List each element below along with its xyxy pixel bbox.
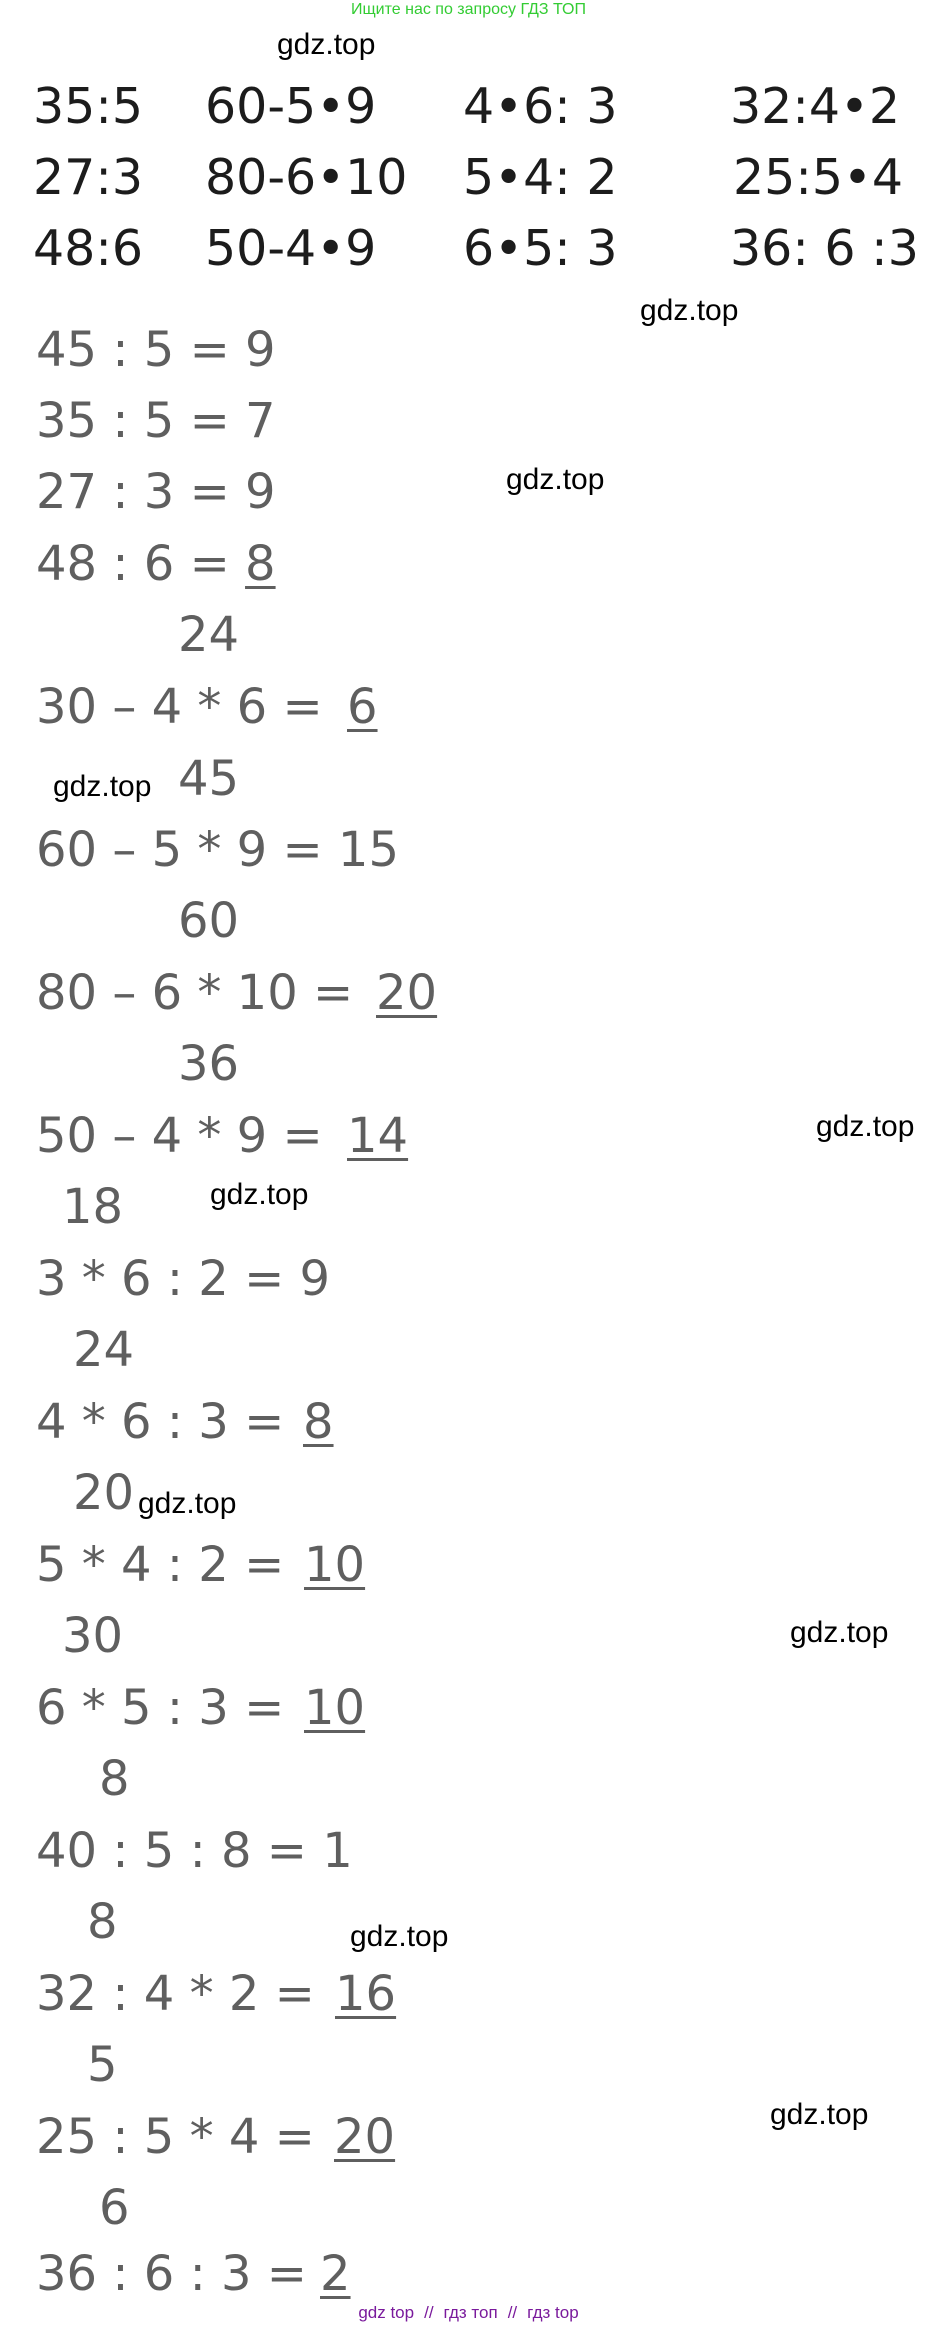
- intermediate-value: 60: [178, 893, 240, 949]
- solution-answer: 14: [347, 1108, 409, 1164]
- task-expression: 6•5: 3: [463, 220, 618, 277]
- task-expression: 35:5: [33, 78, 144, 135]
- watermark: gdz.top: [640, 294, 739, 327]
- solution-answer: 8: [303, 1394, 334, 1450]
- footer-separator: //: [507, 2303, 518, 2322]
- solution-line: 60 – 5 * 9 = 15: [36, 822, 399, 878]
- task-expression: 36: 6 :3: [730, 220, 919, 277]
- intermediate-value: 8: [87, 1894, 118, 1950]
- footer-separator: //: [424, 2303, 434, 2322]
- task-expression: 50-4•9: [205, 220, 377, 277]
- solution-answer: 20: [376, 965, 438, 1021]
- solution-line: 25 : 5 * 4 =: [36, 2109, 315, 2165]
- task-expression: 25:5•4: [733, 149, 904, 206]
- solution-line: [36, 534, 276, 594]
- watermark: gdz.top: [53, 770, 152, 803]
- top-banner-link[interactable]: Ищите нас по запросу ГДЗ ТОП: [351, 1, 586, 18]
- solution-line: 35 : 5 = 7: [36, 393, 276, 449]
- intermediate-value: 6: [99, 2180, 130, 2236]
- solution-answer: 8: [245, 536, 276, 592]
- solution-line: 36 : 6 : 3 =: [36, 2246, 308, 2302]
- solution-answer: 20: [334, 2109, 396, 2165]
- task-expression: 4•6: 3: [463, 78, 618, 135]
- solution-line: 4 * 6 : 3 =: [36, 1394, 285, 1450]
- solution-line: 6 * 5 : 3 =: [36, 1680, 285, 1736]
- watermark: gdz.top: [277, 28, 376, 61]
- intermediate-value: 30: [62, 1608, 124, 1664]
- footer-links: [0, 2303, 937, 2323]
- solution-line: 3 * 6 : 2 = 9: [36, 1251, 331, 1307]
- task-expression: 32:4•2: [730, 78, 901, 135]
- task-expression: 27:3: [33, 149, 144, 206]
- solution-answer: 16: [335, 1966, 397, 2022]
- watermark: gdz.top: [790, 1616, 889, 1649]
- intermediate-value: 18: [62, 1179, 124, 1235]
- solution-line: 45 : 5 = 9: [36, 322, 276, 378]
- task-expression: 60-5•9: [205, 78, 377, 135]
- watermark: gdz.top: [816, 1110, 915, 1143]
- footer-link-gdz-top-mixed[interactable]: гдз top: [527, 2303, 579, 2322]
- intermediate-value: 36: [178, 1036, 240, 1092]
- watermark: gdz.top: [506, 463, 605, 496]
- solution-answer: 6: [347, 679, 378, 735]
- watermark: gdz.top: [350, 1920, 449, 1953]
- task-expression: 48:6: [33, 220, 144, 277]
- solution-expression: 48 : 6 =: [36, 536, 246, 592]
- footer-link-gdz-top-ru[interactable]: гдз топ: [443, 2303, 498, 2322]
- task-expression: 5•4: 2: [463, 149, 618, 206]
- solution-answer: 10: [304, 1680, 366, 1736]
- solution-answer: 10: [304, 1537, 366, 1593]
- solution-answer: 2: [320, 2246, 351, 2302]
- intermediate-value: 5: [87, 2037, 118, 2093]
- intermediate-value: 24: [178, 607, 240, 663]
- task-expression: 80-6•10: [205, 149, 408, 206]
- intermediate-value: 45: [178, 751, 240, 807]
- footer-link-gdz-top[interactable]: gdz top: [358, 2303, 415, 2322]
- solution-line: 32 : 4 * 2 =: [36, 1966, 315, 2022]
- solution-line: 40 : 5 : 8 = 1: [36, 1823, 353, 1879]
- watermark: gdz.top: [210, 1178, 309, 1211]
- watermark: gdz.top: [770, 2098, 869, 2131]
- intermediate-value: 8: [99, 1751, 130, 1807]
- solution-line: 50 – 4 * 9 =: [36, 1108, 323, 1164]
- solution-line: 30 – 4 * 6 =: [36, 679, 323, 735]
- solution-line: 80 – 6 * 10 =: [36, 965, 354, 1021]
- solution-line: 27 : 3 = 9: [36, 464, 276, 520]
- intermediate-value: 20: [73, 1465, 135, 1521]
- watermark: gdz.top: [138, 1487, 237, 1520]
- intermediate-value: 24: [73, 1322, 135, 1378]
- solution-line: 5 * 4 : 2 =: [36, 1537, 285, 1593]
